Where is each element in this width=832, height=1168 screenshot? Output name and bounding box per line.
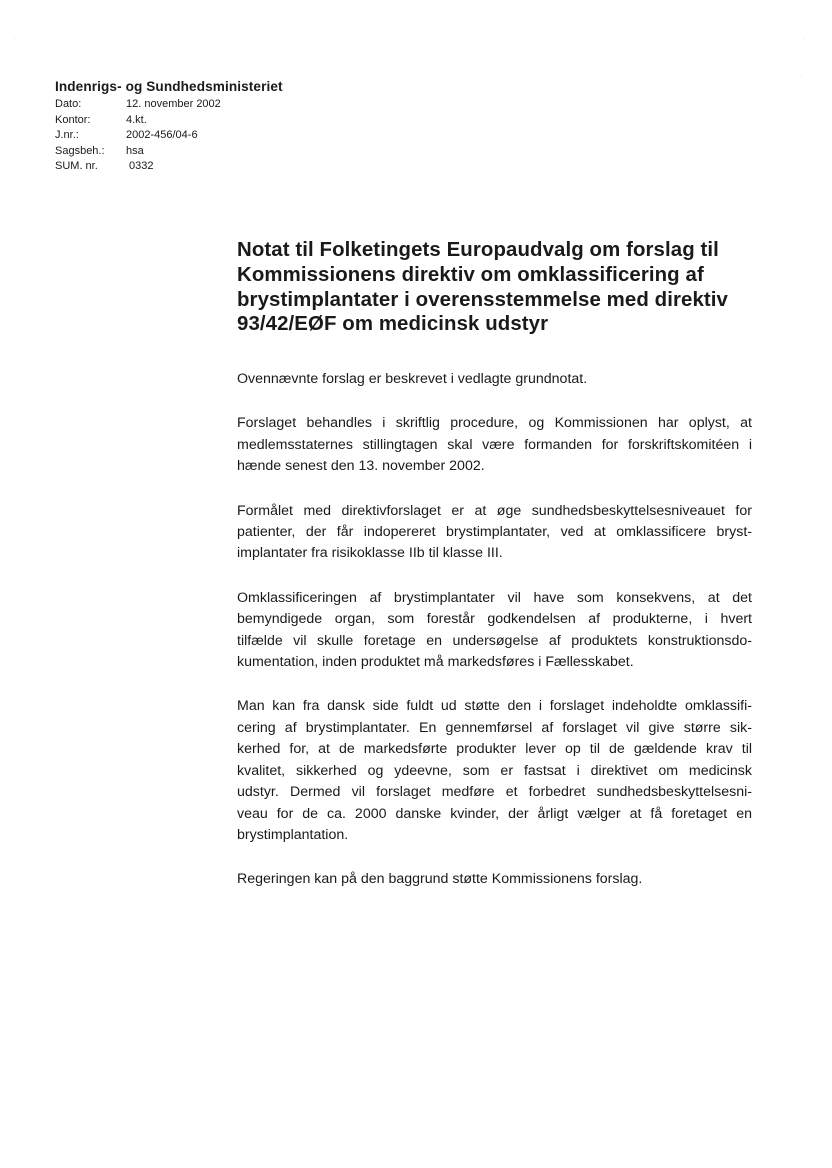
paragraph-line: veau for de ca. 2000 danske kvinder, der årligt vælger at få foretaget en — [237, 805, 752, 822]
ministry-name: Indenrigs- og Sundhedsministeriet — [55, 79, 283, 94]
meta-value: 2002-456/04-6 — [126, 129, 198, 141]
scan-speck: · — [800, 74, 802, 80]
meta-value: hsa — [126, 144, 144, 157]
paragraph-line: Regeringen kan på den baggrund støtte Kommissionens forslag. — [237, 871, 643, 888]
meta-value: 0332 — [126, 160, 154, 172]
letterhead — [55, 79, 375, 175]
meta-value: 4.kt. — [126, 113, 147, 126]
paragraph-line: hænde senest den 13. november 2002. — [237, 458, 485, 475]
paragraph-line: bemyndigede organ, som forestår godkendelsen af produkterne, i hvert — [237, 611, 752, 628]
meta-row-office — [55, 113, 375, 129]
meta-label: Dato: — [55, 98, 82, 110]
paragraph-purpose — [237, 501, 752, 565]
paragraph-line: medlemsstaternes stillingtagen skal være formanden for forskriftskomitéen i — [237, 436, 752, 453]
paragraph-line: udstyr. Dermed vil forslaget medføre et forbedret sundhedsbeskyttelsesni- — [237, 784, 752, 801]
meta-label: Kontor: — [55, 113, 91, 126]
meta-label: Sagsbeh.: — [55, 144, 105, 157]
scan-speck: · — [18, 82, 20, 88]
title-line: Notat til Folketingets Europaudvalg om forslag til — [237, 239, 719, 261]
paragraph-line: kvalitet, sikkerhed og ydeevne, som er fastsat i direktivet om medicinsk — [237, 762, 752, 779]
metadata-block — [55, 97, 375, 175]
paragraph-line: Omklassificeringen af brystimplantater vil have som konsekvens, at det — [237, 589, 752, 606]
paragraph-line: Forslaget behandles i skriftlig procedure, og Kommissionen har oplyst, at — [237, 415, 752, 432]
paragraph-consequence — [237, 588, 752, 674]
paragraph-government-position — [237, 869, 752, 890]
paragraph-line: Formålet med direktivforslaget er at øge sundhedsbeskyttelsesniveauet for — [237, 502, 752, 519]
document-title — [237, 238, 767, 337]
paragraph-line: cering af brystimplantater. En gennemførsel af forslaget vil give større sik- — [237, 719, 752, 736]
scan-speck: · — [14, 36, 16, 42]
meta-value: 12. november 2002 — [126, 98, 221, 110]
paragraph-intro — [237, 369, 752, 390]
paragraph-line: kerhed for, at de markedsførte produkter lever op til de gældende krav til — [237, 741, 752, 758]
title-line: brystimplantater i overensstemmelse med direktiv — [237, 288, 728, 311]
paragraph-line: brystimplantation. — [237, 826, 349, 843]
document-body — [237, 369, 752, 914]
meta-label: J.nr.: — [55, 129, 79, 141]
title-line: Kommissionens direktiv om omklassificering af — [237, 263, 704, 286]
paragraph-line: tilfælde vil skulle foretage en undersøgelse af produktets konstruktionsdo- — [237, 632, 752, 649]
paragraph-line: implantater fra risikoklasse IIb til klasse III. — [237, 545, 503, 562]
paragraph-line: Man kan fra dansk side fuldt ud støtte den i forslaget indeholdte omklassifi- — [237, 698, 752, 715]
meta-row-date — [55, 97, 375, 113]
paragraph-danish-position — [237, 696, 752, 846]
paragraph-procedure — [237, 413, 752, 477]
scan-speck: · — [803, 36, 805, 42]
paragraph-line: Ovennævnte forslag er beskrevet i vedlagte grundnotat. — [237, 371, 588, 387]
title-line: 93/42/EØF om medicinsk udstyr — [237, 313, 549, 336]
meta-row-case-handler — [55, 144, 375, 160]
paragraph-line: patienter, der får indopereret brystimplantater, ved at omklassificere bryst- — [237, 524, 752, 541]
meta-row-journal-number — [55, 128, 375, 144]
meta-label: SUM. nr. — [55, 160, 98, 172]
paragraph-line: kumentation, inden produktet må markedsføres i Fællesskabet. — [237, 654, 634, 671]
meta-row-sum-number — [55, 159, 375, 175]
